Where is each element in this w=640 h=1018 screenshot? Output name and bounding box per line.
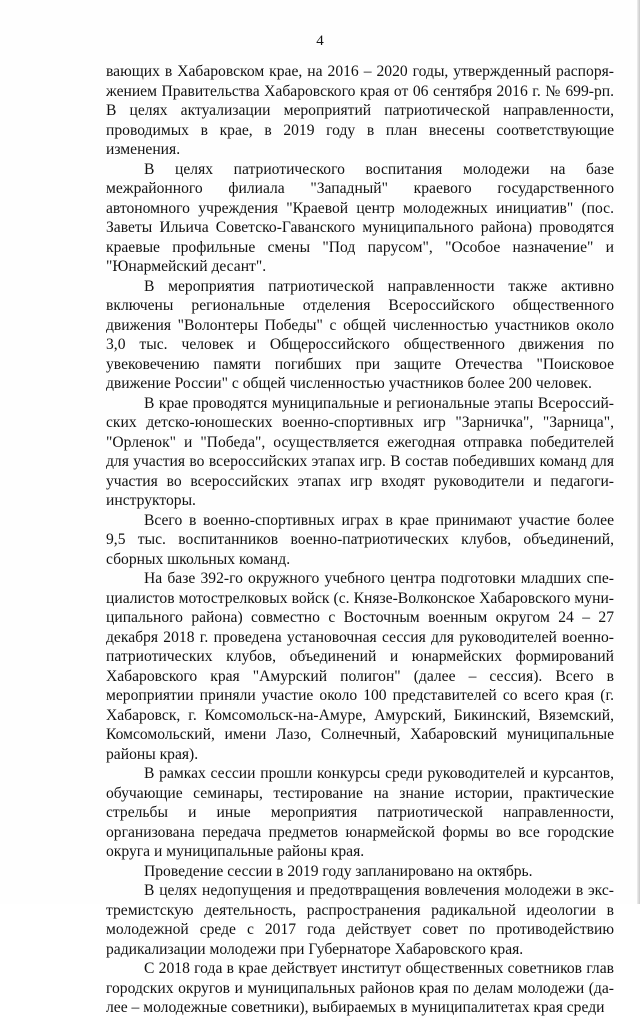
paragraph-continuation: вающих в Хабаровском крае, на 2016 – 2020 годы, утвержденный распоряжением Правительства Хабаровского края от 06 сентября 2016 г. № 699-рп. В целях актуализации мероприятий патриотической направленности, проводимых в крае, в 2019 году в план внесены соответствующие изменения. (106, 63, 614, 158)
paragraph-anti-radicalization: В целях недопущения и предотвращения вовлечения молодежи в экстремистскую деятельность, распространения радикальной идеологии в молодежной среде с 2017 года действует совет по противодействию радикализации молодежи при Губернаторе Хабаровского края. (106, 882, 614, 958)
document-body (106, 62, 614, 1018)
paragraph-volunteer-movements: В мероприятия патриотической направленности также активно включены региональные отделения Всероссийского общественного движения "Волонтеры Победы" с общей численностью участников около 3,0 тыс. человек и Общероссийского общественного движения по увековечению памяти погибших при защите Отечества "Поисковое движение России" с общей численностью участников более 200 человек. (106, 277, 614, 392)
paragraph-participants-count: Всего в военно-спортивных играх в крае принимают участие более 9,5 тыс. воспитанников военно-патриотических клубов, объединений, сборных школьных команд. (106, 511, 614, 568)
paragraph-military-sport-games: В крае проводятся муниципальные и региональные этапы Всероссийских детско-юношеских военно-спортивных игр "Зарничка", "Зарница", "Орленок" и "Победа", осуществляется ежегодная отправка победителей для участия во всероссийских этапах игр. В состав победивших команд для участия во всероссийских этапах игр входят руководители и педагоги-инструкторы. (106, 394, 614, 509)
paragraph-amur-polygon-session: На базе 392-го окружного учебного центра подготовки младших специалистов мотострелковых войск (с. Князе-Волконское Хабаровского муниципального района) совместно с Восточным военным округом 24 – 27 декабря 2018 г. проведена установочная сессия для руководителей военно-патриотических клубов, объединений и юнармейских формирований Хабаровского края "Амурский полигон" (далее – сессия). Всего в мероприятии приняли участие около 100 представителей со всего края (г. Хабаровск, г. Комсомольск-на-Амуре, Амурский, Бикинский, Вяземский, Комсомольский, имени Лазо, Солнечный, Хабаровский муниципальные районы края). (106, 570, 614, 763)
paragraph-session-activities: В рамках сессии прошли конкурсы среди руководителей и курсантов, обучающие семинары, тестирование на знание истории, практические стрельбы и иные мероприятия патриотической направленности, организована передача предметов юнармейской формы во все городские округа и муниципальные районы края. (106, 765, 614, 860)
paragraph-patriotic-shifts: В целях патриотического воспитания молодежи на базе межрайонного филиала "Западный" краевого государственного автономного учреждения "Краевой центр молодежных инициатив" (пос. Заветы Ильича Советско-Гаванского муниципального района) проводятся краевые профильные смены "Под парусом", "Особое назначение" и "Юнармейский десант". (106, 160, 614, 275)
paragraph-youth-advisors: С 2018 года в крае действует институт общественных советников глав городских округов и муниципальных районов края по делам молодежи (далее – молодежные советники), выбираемых в муниципалитетах края среди (106, 960, 614, 1016)
paragraph-session-planned: Проведение сессии в 2019 году запланировано на октябрь. (144, 862, 533, 880)
page-number: 4 (316, 33, 324, 49)
